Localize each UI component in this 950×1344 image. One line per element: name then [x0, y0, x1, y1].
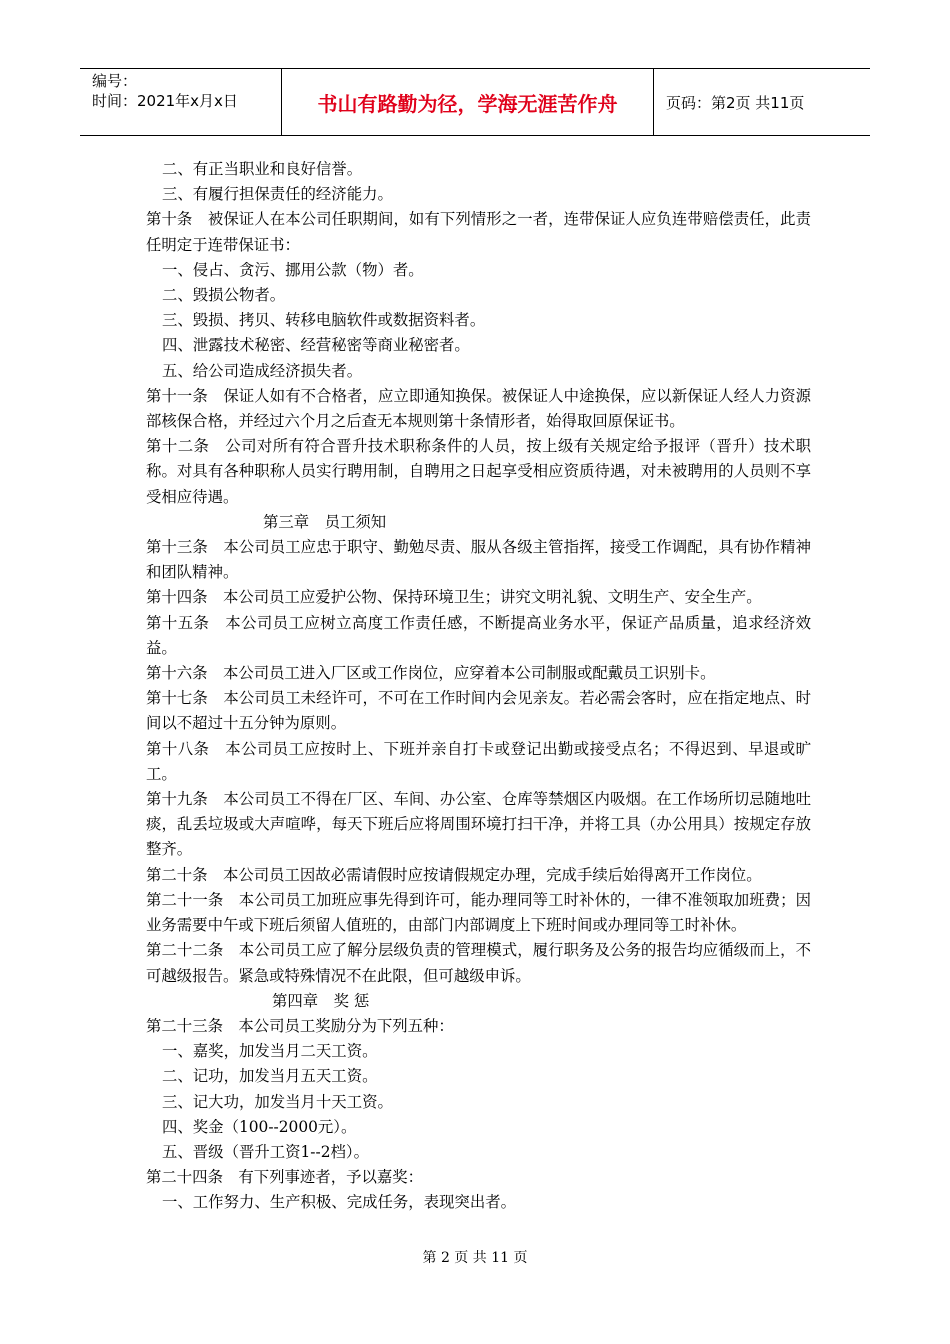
article-15: 第十五条 本公司员工应树立高度工作责任感，不断提高业务水平，保证产品质量，追求经济效益。: [146, 613, 811, 657]
body-line: 三、记大功，加发当月十天工资。: [162, 1092, 393, 1111]
chapter-4-heading: 第四章 奖 惩: [272, 991, 370, 1010]
body-line: 五、给公司造成经济损失者。: [162, 361, 363, 380]
body-line: 三、毁损、拷贝、转移电脑软件或数据资料者。: [162, 311, 486, 330]
header-page-info: 页码：第2页 共11页: [666, 93, 805, 112]
body-line: 一、侵占、贪污、挪用公款（物）者。: [162, 260, 424, 279]
article-19: 第十九条 本公司员工不得在厂区、车间、办公室、仓库等禁烟区内吸烟。在工作场所切忌随地吐痰，乱丢垃圾或大声喧哗，每天下班后应将周围环境打扫干净，并将工具（办公用具）按规定存放整齐。: [146, 790, 811, 859]
body-line: 三、有履行担保责任的经济能力。: [162, 185, 393, 204]
header-motto: 书山有路勤为径，学海无涯苦作舟: [282, 69, 654, 135]
article-24: 第二十四条 有下列事迹者，予以嘉奖：: [146, 1168, 424, 1187]
body-line: 二、有正当职业和良好信誉。: [162, 160, 363, 178]
article-18: 第十八条 本公司员工应按时上、下班并亲自打卡或登记出勤或接受点名；不得迟到、早退或旷工。: [146, 739, 811, 783]
article-22: 第二十二条 本公司员工应了解分层级负责的管理模式，履行职务及公务的报告均应循级而上，不可越级报告。紧急或特殊情况不在此限，但可越级申诉。: [146, 941, 811, 985]
article-16: 第十六条 本公司员工进入厂区或工作岗位，应穿着本公司制服或配戴员工识别卡。: [146, 664, 716, 683]
document-number-label: 编号：: [92, 72, 138, 90]
header-meta: [80, 69, 282, 135]
document-date-label: 时间：2021年x月x日: [92, 92, 238, 110]
body-line: 二、记功，加发当月五天工资。: [162, 1067, 378, 1086]
page-header: [80, 68, 870, 136]
article-10: 第十条 被保证人在本公司任职期间，如有下列情形之一者，连带保证人应负连带赔偿责任，此责任明定于连带保证书：: [146, 210, 811, 254]
body-line: 四、泄露技术秘密、经营秘密等商业秘密者。: [162, 336, 470, 355]
body-line: 二、毁损公物者。: [162, 286, 286, 305]
article-12: 第十二条 公司对所有符合晋升技术职称条件的人员，按上级有关规定给予报评（晋升）技术职称。对具有各种职称人员实行聘用制，自聘用之日起享受相应资质待遇，对未被聘用的人员则不享受相应待遇。: [146, 437, 811, 506]
article-14: 第十四条 本公司员工应爱护公物、保持环境卫生；讲究文明礼貌、文明生产、安全生产。: [146, 588, 762, 607]
body-line: 五、晋级（晋升工资1--2档）。: [162, 1142, 369, 1161]
body-line: 一、嘉奖，加发当月二天工资。: [162, 1042, 378, 1061]
chapter-3-heading: 第三章 员工须知: [263, 512, 387, 531]
body-line: 一、工作努力、生产积极、完成任务，表现突出者。: [162, 1193, 516, 1212]
page-footer: 第 2 页 共 11 页: [422, 1250, 528, 1266]
document-body: [146, 157, 811, 1216]
article-23: 第二十三条 本公司员工奖励分为下列五种：: [146, 1016, 454, 1035]
article-17: 第十七条 本公司员工未经许可，不可在工作时间内会见亲友。若必需会客时，应在指定地点、时间以不超过十五分钟为原则。: [146, 689, 811, 733]
body-line: 四、奖金（100--2000元）。: [162, 1117, 357, 1136]
article-21: 第二十一条 本公司员工加班应事先得到许可，能办理同等工时补休的，一律不准领取加班费；因业务需要中午或下班后须留人值班的，由部门内部调度上下班时间或办理同等工时补休。: [146, 890, 811, 935]
article-13: 第十三条 本公司员工应忠于职守、勤勉尽责、服从各级主管指挥，接受工作调配，具有协作精神和团队精神。: [146, 538, 811, 582]
article-20: 第二十条 本公司员工因故必需请假时应按请假规定办理，完成手续后始得离开工作岗位。: [146, 865, 762, 884]
article-11: 第十一条 保证人如有不合格者，应立即通知换保。被保证人中途换保，应以新保证人经人力资源部核保合格，并经过六个月之后查无本规则第十条情形者，始得取回原保证书。: [146, 386, 811, 431]
